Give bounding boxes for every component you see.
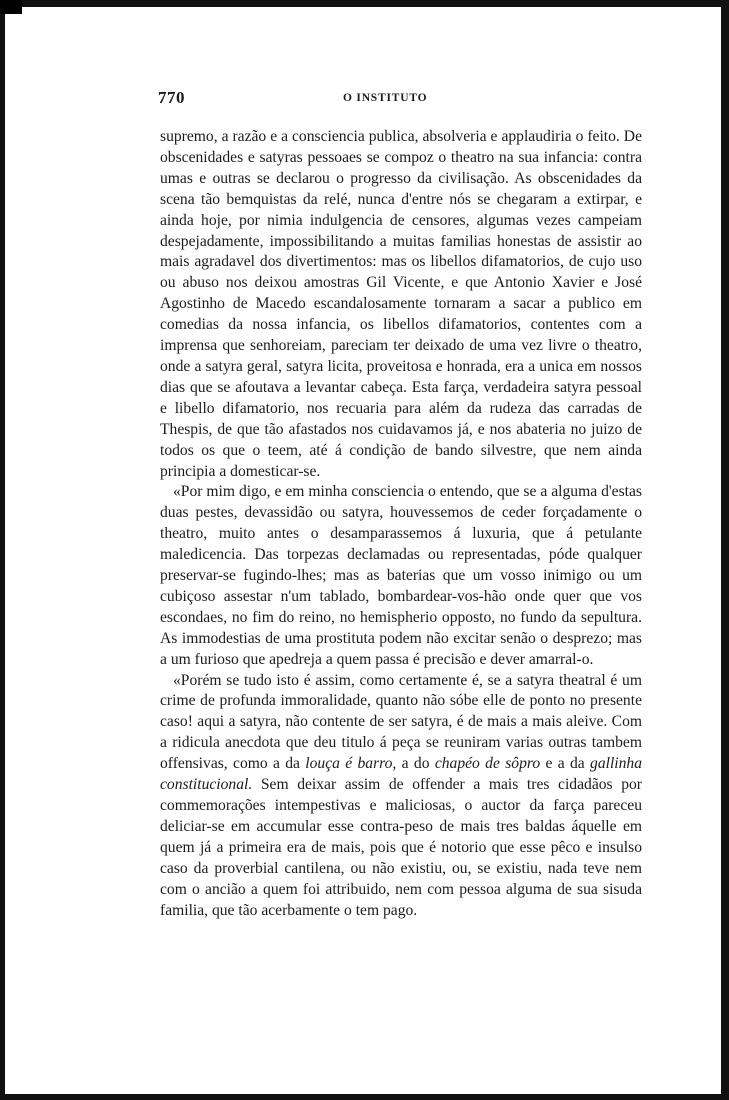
italic-louca-e-barro: louça é barro, bbox=[305, 755, 397, 773]
scan-border-bottom bbox=[0, 1094, 729, 1100]
scan-border-right bbox=[721, 0, 729, 1100]
paragraph-3-text-c: e a da bbox=[540, 755, 591, 773]
page-number: 770 bbox=[158, 88, 185, 107]
italic-chapeo-de-sopro: chapéo de sôpro bbox=[434, 755, 541, 773]
paragraph-3-text-d: Sem deixar assim de offender a mais tres cidadãos por commemorações intempestivas e maliciosas, o auctor da farça pareceu deliciar-se em accumular esse contra-peso de mais tres baldas áquelle em quem já a primeira era de mais, pois que é notorio que esse pêco e insulso caso da proverbial cantilena, ou não existiu, ou, se existiu, nada teve nem com o ancião a quem foi attribuido, nem com pessoa alguma de sua sisuda familia, que tão acerbamente o tem pago. bbox=[160, 776, 642, 919]
paragraph-1: supremo, a razão e a consciencia publica, absolveria e applaudiria o feito. De obscenidades e satyras pessoaes se compoz o theatro na sua infancia: contra umas e outras se declarou o progresso da civilisação. As obscenidades da scena tão bemquistas da relé, nunca d'entre nós se chegaram a extirpar, e ainda hoje, por nimia indulgencia de censores, algumas vezes campeiam despejadamente, impossibilitando a muitas familias honestas de assistir ao mais agradavel dos divertimentos: mas os libellos difamatorios, de cujo uso ou abuso nos deixou amostras Gil Vicente, e que Antonio Xavier e José Agostinho de Macedo escandalosamente tornaram a sacar a publico em comedias da nossa infancia, os libellos difamatorios, contentes com a imprensa que senhoreiam, pareciam ter deixado de uma vez livre o theatro, onde a satyra geral, satyra licita, proveitosa e honrada, era a unica em nossos dias que se afoutava a levantar cabeça. Esta farça, verdadeira satyra pessoal e libello difamatorio, nos recuaria para além da rudeza das carradas de Thespis, de que tão afastados nos cuidavamos já, e nos abateria no juizo de todos os que o teem, até á condição de bando silvestre, que nem ainda principia a domesticar-se. bbox=[160, 128, 642, 480]
scan-border-left bbox=[0, 0, 5, 1100]
body-text bbox=[160, 127, 642, 921]
paragraph-3-text-a: «Porém se tudo isto é assim, como certamente é, se a satyra theatral é um crime de profunda immoralidade, quanto não sóbe elle de ponto no presente caso! aqui a satyra, não contente de ser satyra, é de mais a mais aleive. Com a ridicula anecdota que deu titulo á peça se reuniram varias outras tambem offensivas, como a da bbox=[160, 671, 642, 773]
scan-border-top bbox=[0, 0, 729, 7]
paragraph-3-text-b: a do bbox=[396, 755, 435, 773]
page-header bbox=[158, 88, 643, 110]
running-title: O INSTITUTO bbox=[343, 92, 428, 104]
paragraph-3 bbox=[160, 671, 642, 922]
scan-corner-mark bbox=[0, 0, 22, 14]
paragraph-2: «Por mim digo, e em minha consciencia o entendo, que se a alguma d'estas duas pestes, devassidão ou satyra, houvessemos de ceder forçadamente o theatro, muito antes o desamparassemos á luxuria, que á petulante maledicencia. Das torpezas declamadas ou representadas, póde qualquer preservar-se fugindo-lhes; mas as baterias que um vosso inimigo ou um cubiçoso assestar n'um tablado, bombardear-vos-hão onde quer que vos escondaes, no fim do reino, no hemispherio opposto, no fundo da sepultura. As immodestias de uma prostituta podem não excitar senão o desprezo; mas a um furioso que apedreja a quem passa é precisão e dever amarral-o. bbox=[160, 483, 642, 668]
italic-gallinha-constitucional: gallinha constitucional. bbox=[160, 755, 642, 794]
